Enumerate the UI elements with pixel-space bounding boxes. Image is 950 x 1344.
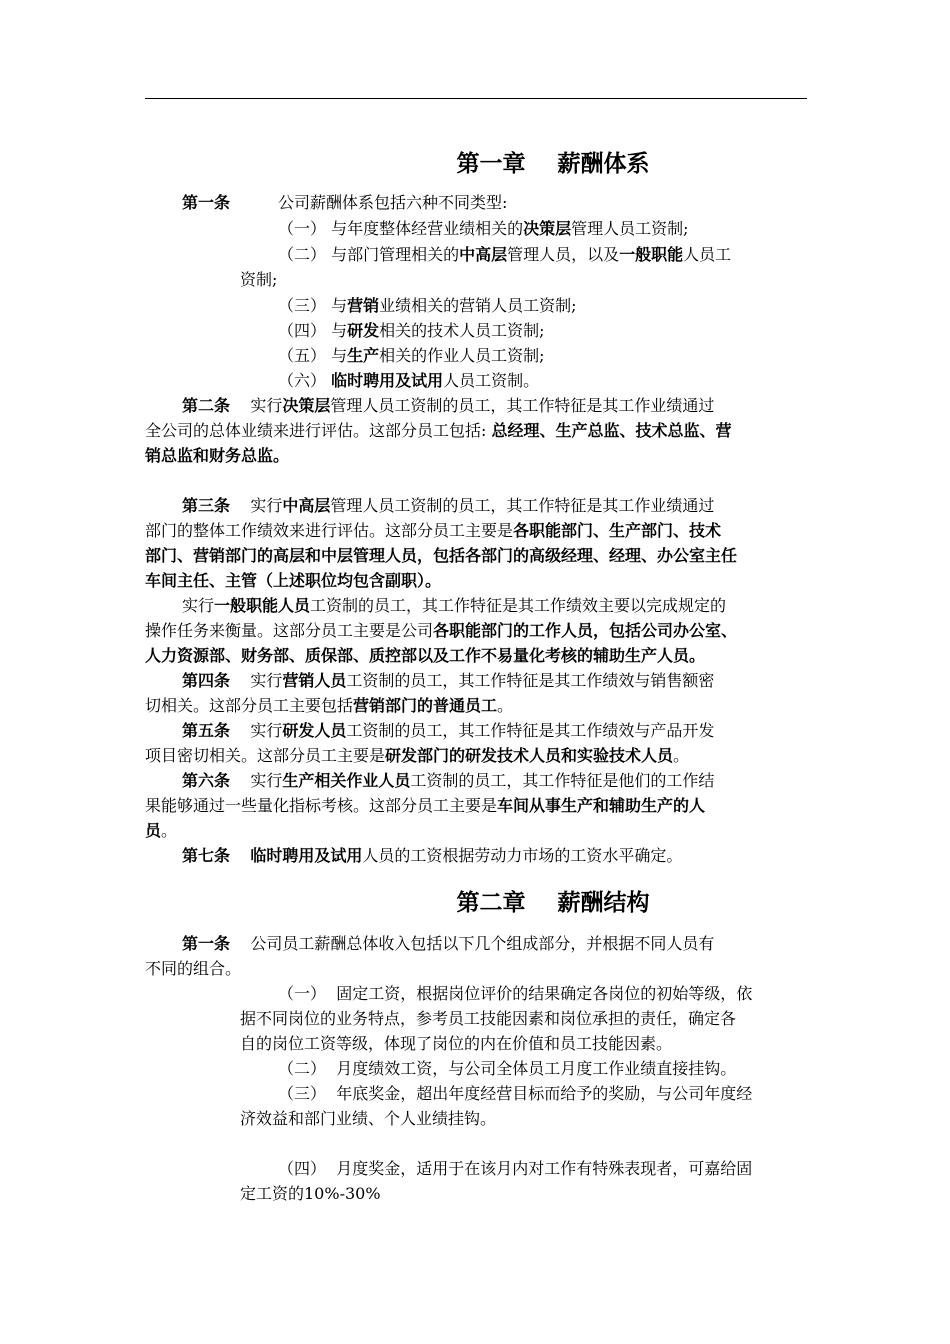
header-rule (145, 98, 807, 99)
article-1-label: 第一条 (182, 193, 231, 212)
component-item-2: （二） 月度绩效工资，与公司全体员工月度工作业绩直接挂钩。 (278, 1059, 737, 1078)
article-2-line-2: 全公司的总体业绩来进行评估。这部分员工包括: 总经理、生产总监、技术总监、营 (145, 421, 732, 440)
article-2-line-3: 销总监和财务总监。 (145, 446, 290, 465)
component-item-3: （三） 年底奖金，超出年度经营目标而给予的奖励，与公司年度经 (278, 1084, 753, 1103)
ch2-article-1-line-2: 不同的组合。 (145, 959, 242, 978)
type-item-5: （五） 与生产相关的作业人员工资制; (278, 346, 545, 365)
component-item-4: （四） 月度奖金，适用于在该月内对工作有特殊表现者，可嘉给固 (278, 1159, 753, 1178)
type-item-4: （四） 与研发相关的技术人员工资制; (278, 321, 545, 340)
type-item-2: （二） 与部门管理相关的中高层管理人员，以及一般职能人员工 (278, 245, 732, 264)
component-item-1: （一） 固定工资，根据岗位评价的结果确定各岗位的初始等级，依 (278, 984, 753, 1003)
article-3-line-2: 部门的整体工作绩效来进行评估。这部分员工主要是各职能部门、生产部门、技术 (145, 521, 722, 540)
type-item-2-cont: 资制; (240, 270, 278, 289)
article-5-line-1: 第五条 实行研发人员工资制的员工，其工作特征是其工作绩效与产品开发 (182, 721, 715, 740)
type-item-3: （三） 与营销业绩相关的营销人员工资制; (278, 296, 577, 315)
article-3-line-1: 第三条 实行中高层管理人员工资制的员工，其工作特征是其工作业绩通过 (182, 496, 715, 515)
article-7-line-1: 第七条 临时聘用及试用人员的工资根据劳动力市场的工资水平确定。 (182, 846, 683, 865)
type-item-6: （六） 临时聘用及试用人员工资制。 (278, 371, 540, 390)
article-4-line-1: 第四条 实行营销人员工资制的员工，其工作特征是其工作绩效与销售额密 (182, 671, 715, 690)
article-4-line-2: 切相关。这部分员工主要包括营销部门的普通员工。 (145, 696, 514, 715)
ch2-article-1-line-1: 第一条 公司员工薪酬总体收入包括以下几个组成部分，并根据不同人员有 (182, 934, 715, 953)
chapter-2-title: 第二章 薪酬结构 (456, 890, 650, 916)
article-3-para-2-line-1: 实行一般职能人员工资制的员工，其工作特征是其工作绩效主要以完成规定的 (182, 596, 727, 615)
article-3-line-3: 部门、营销部门的高层和中层管理人员，包括各部门的高级经理、经理、办公室主任 (145, 546, 738, 565)
article-6-line-1: 第六条 实行生产相关作业人员工资制的员工，其工作特征是他们的工作结 (182, 771, 715, 790)
article-5-line-2: 项目密切相关。这部分员工主要是研发部门的研发技术人员和实验技术人员。 (145, 746, 690, 765)
article-3-para-2-line-2: 操作任务来衡量。这部分员工主要是公司各职能部门的工作人员，包括公司办公室、 (145, 621, 738, 640)
article-6-line-3: 员。 (145, 821, 178, 840)
chapter-1-title: 第一章 薪酬体系 (456, 151, 650, 177)
component-item-3-cont: 济效益和部门业绩、个人业绩挂钩。 (240, 1109, 497, 1128)
article-6-line-2: 果能够通过一些量化指标考核。这部分员工主要是车间从事生产和辅助生产的人 (145, 796, 706, 815)
article-2-line-1: 第二条 实行决策层管理人员工资制的员工，其工作特征是其工作业绩通过 (182, 396, 715, 415)
article-1-text: 公司薪酬体系包括六种不同类型: (278, 193, 508, 212)
type-item-1: （一） 与年度整体经营业绩相关的决策层管理人员工资制; (278, 219, 689, 238)
component-item-1-cont-2: 自的岗位工资等级，体现了岗位的内在价值和员工技能因素。 (240, 1034, 673, 1053)
component-item-1-cont-1: 据不同岗位的业务特点，参考员工技能因素和岗位承担的责任，确定各 (240, 1009, 737, 1028)
component-item-4-cont: 定工资的10%-30% (240, 1184, 381, 1203)
article-3-para-2-line-3: 人力资源部、财务部、质保部、质控部以及工作不易量化考核的辅助生产人员。 (145, 646, 706, 665)
article-3-line-4: 车间主任、主管（上述职位均包含副职）。 (145, 571, 442, 590)
